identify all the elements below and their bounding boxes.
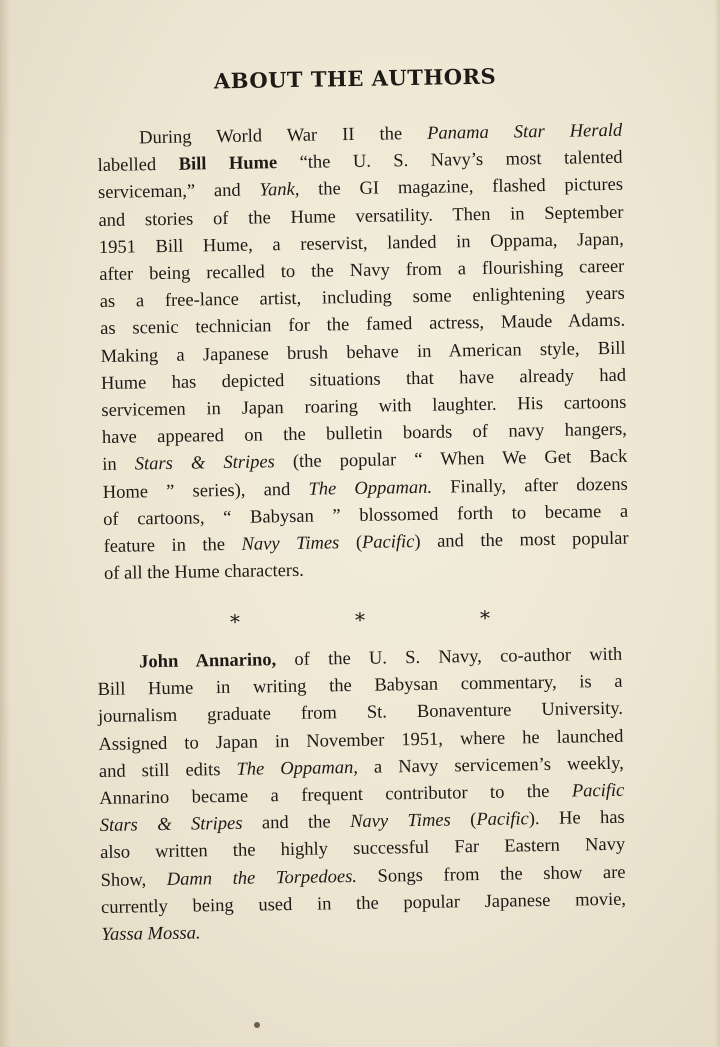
italic-title: The Oppaman. [308,477,433,500]
italic-title: Damn the Torpedoes. [166,866,358,890]
text-segment: During World War II the [139,123,428,149]
italic-title: Navy Times [349,810,451,833]
text-segment: “the U. S. Navy’s most talented [277,147,623,174]
text-segment: ). He has [528,807,625,830]
italic-title: Stars & Stripes [134,452,275,475]
text-segment: Annarino became a frequent contributor to the [99,781,573,809]
italic-title: Pacific [571,780,625,802]
text-segment: Home ” series), and [102,479,309,503]
text-line: Assigned to Japan in November 1951, where he launched [98,726,624,755]
text-segment: ) and the most popular [414,528,629,553]
text-line: also written the highly successful Far Eastern Navy [100,835,626,864]
text-segment: Show, [100,869,167,891]
text-segment: of the U. S. Navy, co-author with [276,644,623,671]
text-line: and stories of the Hume versatility. Then in September [98,202,624,231]
italic-title: Yassa Mossa. [101,923,201,945]
bill-hume-paragraph [97,118,629,589]
text-segment: the GI magazine, flashed pictures [299,175,624,201]
text-segment: Songs from the show are [356,862,626,887]
text-line: 1951 Bill Hume, a reservist, landed in Oppama, Japan, [98,229,625,258]
text-line: servicemen in Japan roaring with laughter. His cartoons [101,392,627,421]
text-line: as scenic technician for the famed actress, Maude Adams. [100,311,626,340]
page-title: ABOUT THE AUTHORS [213,63,497,94]
text-line: Making a Japanese brush behave in American style, Bill [100,338,626,367]
text-line: of all the Hume characters. [103,561,304,585]
separator-asterisk: * [479,605,491,631]
italic-title: Panama Star Herald [427,120,623,144]
text-line: journalism graduate from St. Bonaventure University. [97,699,624,728]
separator-asterisk: * [229,609,241,635]
text-line: of cartoons, “ Babysan ” blossomed forth to became a [103,501,629,530]
ink-speck [254,1022,260,1028]
italic-title: Navy Times [241,533,340,555]
italic-title: Pacific [361,532,415,553]
separator-asterisk: * [354,607,366,633]
text-segment: labelled [97,154,179,177]
text-line: Bill Hume in writing the Babysan commentary, is a [97,671,623,701]
text-segment: and still edits [98,759,237,782]
text-segment: serviceman,” and [97,180,260,204]
page-right-edge-shadow [714,0,720,1047]
italic-title: Yank, [259,180,300,201]
text-segment: and the [242,812,351,834]
text-segment: Finally, after dozens [431,474,628,498]
text-line: have appeared on the bulletin boards of navy hangers, [101,419,627,449]
text-line: currently being used in the popular Japanese movie, [100,889,627,918]
bold-name: Bill Hume [178,153,278,175]
bold-name: John Annarino, [139,650,277,673]
text-line: after being recalled to the Navy from a flourishing career [99,256,625,285]
text-line: as a free-lance artist, including some enlightening years [99,283,625,313]
john-annarino-paragraph [97,642,627,949]
page-left-edge-shadow [0,0,10,1047]
text-segment: in [102,454,135,476]
text-segment: ( [339,532,363,554]
italic-title: Stars & Stripes [99,813,243,837]
text-segment: a Navy servicemen’s weekly, [357,753,625,778]
italic-title: Pacific [476,809,529,831]
text-segment: ( [450,810,477,831]
italic-title: The Oppaman, [236,757,359,780]
section-separator [230,606,490,634]
text-segment: feature in the [103,534,242,557]
text-segment: (the popular “ When We Get Back [274,447,628,473]
text-line: Hume has depicted situations that have already had [100,365,627,394]
